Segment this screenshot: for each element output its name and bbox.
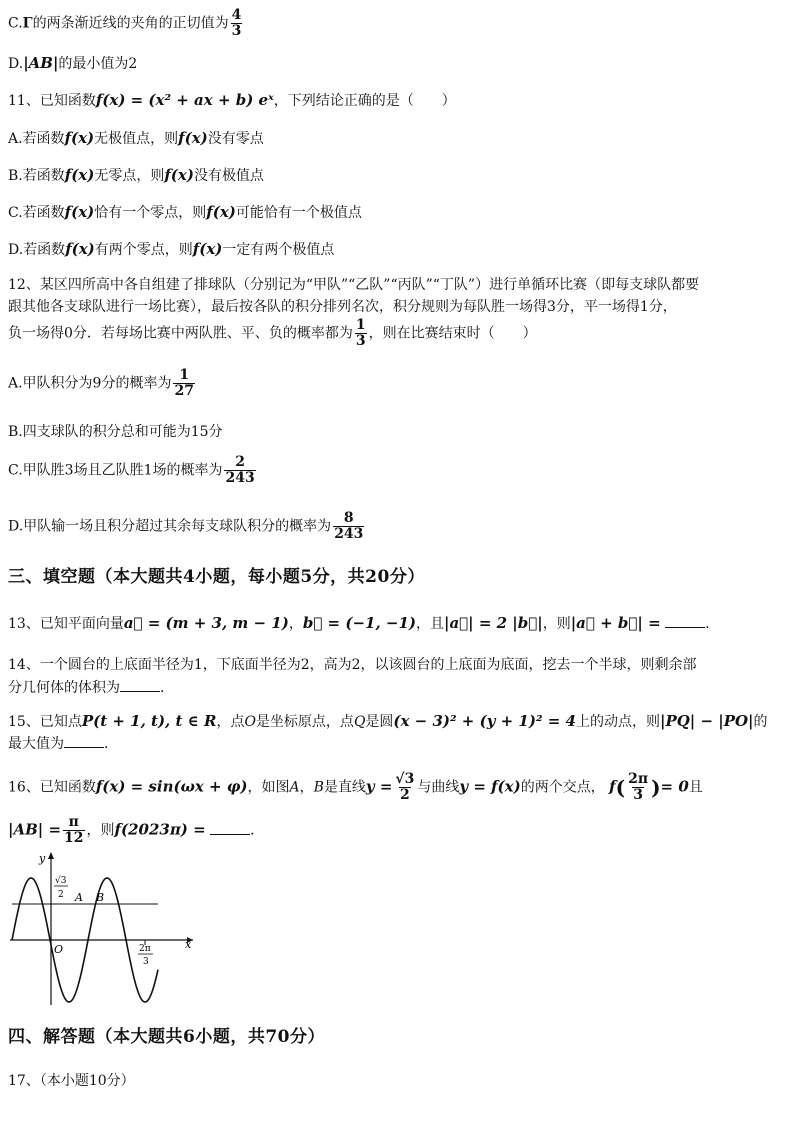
point-a-label: A: [75, 891, 83, 904]
q12-option-d: D.甲队输一场且积分超过其余每支球队积分的概率为 $\frac{8}{243}$: [8, 510, 364, 542]
fraction: $\frac{\pi}{12}$: [64, 814, 84, 846]
section-heading-solution: 四、解答题（本大题共6小题，共70分）: [8, 1027, 325, 1047]
q12-stem-line1: 12、某区四所高中各自组建了排球队（分别记为“甲队”“乙队”“丙队”“丁队”）进行单循环比赛（即每支球队都要: [8, 277, 700, 293]
q12-option-c: C.甲队胜3场且乙队胜1场的概率为 $\frac{2}{243}$: [8, 454, 255, 486]
point-b-label: B: [96, 891, 105, 904]
q10-option-c: C.Γ的两条渐近线的夹角的正切值为 $\frac{4}{3}$: [8, 7, 242, 39]
sqrt3-num-label: √3: [55, 876, 67, 886]
section-heading-fill-in: 三、填空题（本大题共4小题，每小题5分，共20分）: [8, 567, 425, 587]
fraction: $\frac{√3}{2}$: [395, 771, 415, 803]
q11-option-c: C.若函数f(x)恰有一个零点，则f(x)可能恰有一个极值点: [8, 203, 362, 221]
q12-stem-line2: 跟其他各支球队进行一场比赛），最后按各队的积分排列名次，积分规则为每队胜一场得3分，平一场得1分，: [8, 299, 677, 315]
tick-den-label: 3: [143, 957, 149, 967]
q17: 17、（本小题10分）: [8, 1073, 135, 1089]
fraction: $\frac{2}{243}$: [225, 454, 255, 486]
answer-blank[interactable]: [120, 677, 160, 692]
fraction: $\frac{1}{3}$: [355, 317, 366, 349]
q15-line2: 最大值为 ．: [8, 733, 786, 754]
answer-blank[interactable]: [665, 613, 705, 628]
q11-option-b: B.若函数f(x)无零点，则f(x)没有极值点: [8, 166, 264, 184]
y-axis-arrow: [48, 852, 54, 859]
q14-line1: 14、一个圆台的上底面半径为1，下底面半径为2，高为2，以该圆台的上底面为底面，挖去一个半球，则剩余部: [8, 657, 697, 673]
q12-option-a: A.甲队积分为9分的概率为 $\frac{1}{27}$: [8, 367, 194, 399]
fraction: $\frac{8}{243}$: [334, 510, 364, 542]
answer-blank[interactable]: [210, 820, 250, 835]
fraction: $\frac{1}{27}$: [174, 367, 194, 399]
q10-option-d: D.|AB|的最小值为2: [8, 54, 138, 72]
y-axis-label: y: [39, 852, 46, 865]
fraction: $\frac{2\pi}{3}$: [628, 771, 649, 803]
q16-line1: 16、已知函数f(x) = sin(ωx + φ)，如图A，B是直线y = $\frac{√3}{2}$ 与曲线y = f(x)的两个交点， f( $\frac{2\pi}{3}$ )= 0且: [8, 771, 703, 803]
q14-line2: 分几何体的体积为 ．: [8, 677, 786, 698]
q11-option-a: A.若函数f(x)无极值点，则f(x)没有零点: [8, 129, 264, 147]
q15-line1: 15、已知点P(t + 1, t), t ∈ R，点O是坐标原点，点Q是圆(x − 3)² + (y + 1)² = 4上的动点，则|PQ| − |PO|的: [8, 712, 768, 730]
answer-blank[interactable]: [64, 733, 104, 748]
sine-graph: [8, 850, 203, 1010]
q12-option-b: B.四支球队的积分总和可能为15分: [8, 424, 223, 440]
gamma-symbol: Γ: [22, 15, 33, 32]
q11-stem: 11、已知函数f(x) = (x² + ax + b) eˣ，下列结论正确的是（ ）: [8, 91, 456, 109]
sqrt3-den-label: 2: [58, 890, 64, 900]
origin-label: O: [54, 943, 64, 956]
q13: 13、已知平面向量a⃗ = (m + 3, m − 1)，b⃗ = (−1, −1)，且|a⃗| = 2 |b⃗|，则|a⃗ + b⃗| = ．: [8, 614, 720, 632]
x-axis-label: x: [185, 938, 192, 951]
tick-num-label: 2π: [139, 944, 151, 954]
q12-stem-line3: 负一场得0分．若每场比赛中两队胜、平、负的概率都为 $\frac{1}{3}$ ，则在比赛结束时（ ）: [8, 317, 537, 349]
q16-line2: |AB| = $\frac{\pi}{12}$ ，则f(2023π) = ．: [8, 814, 265, 846]
q11-option-d: D.若函数f(x)有两个零点，则f(x)一定有两个极值点: [8, 240, 335, 258]
fraction: $\frac{4}{3}$: [231, 7, 242, 39]
